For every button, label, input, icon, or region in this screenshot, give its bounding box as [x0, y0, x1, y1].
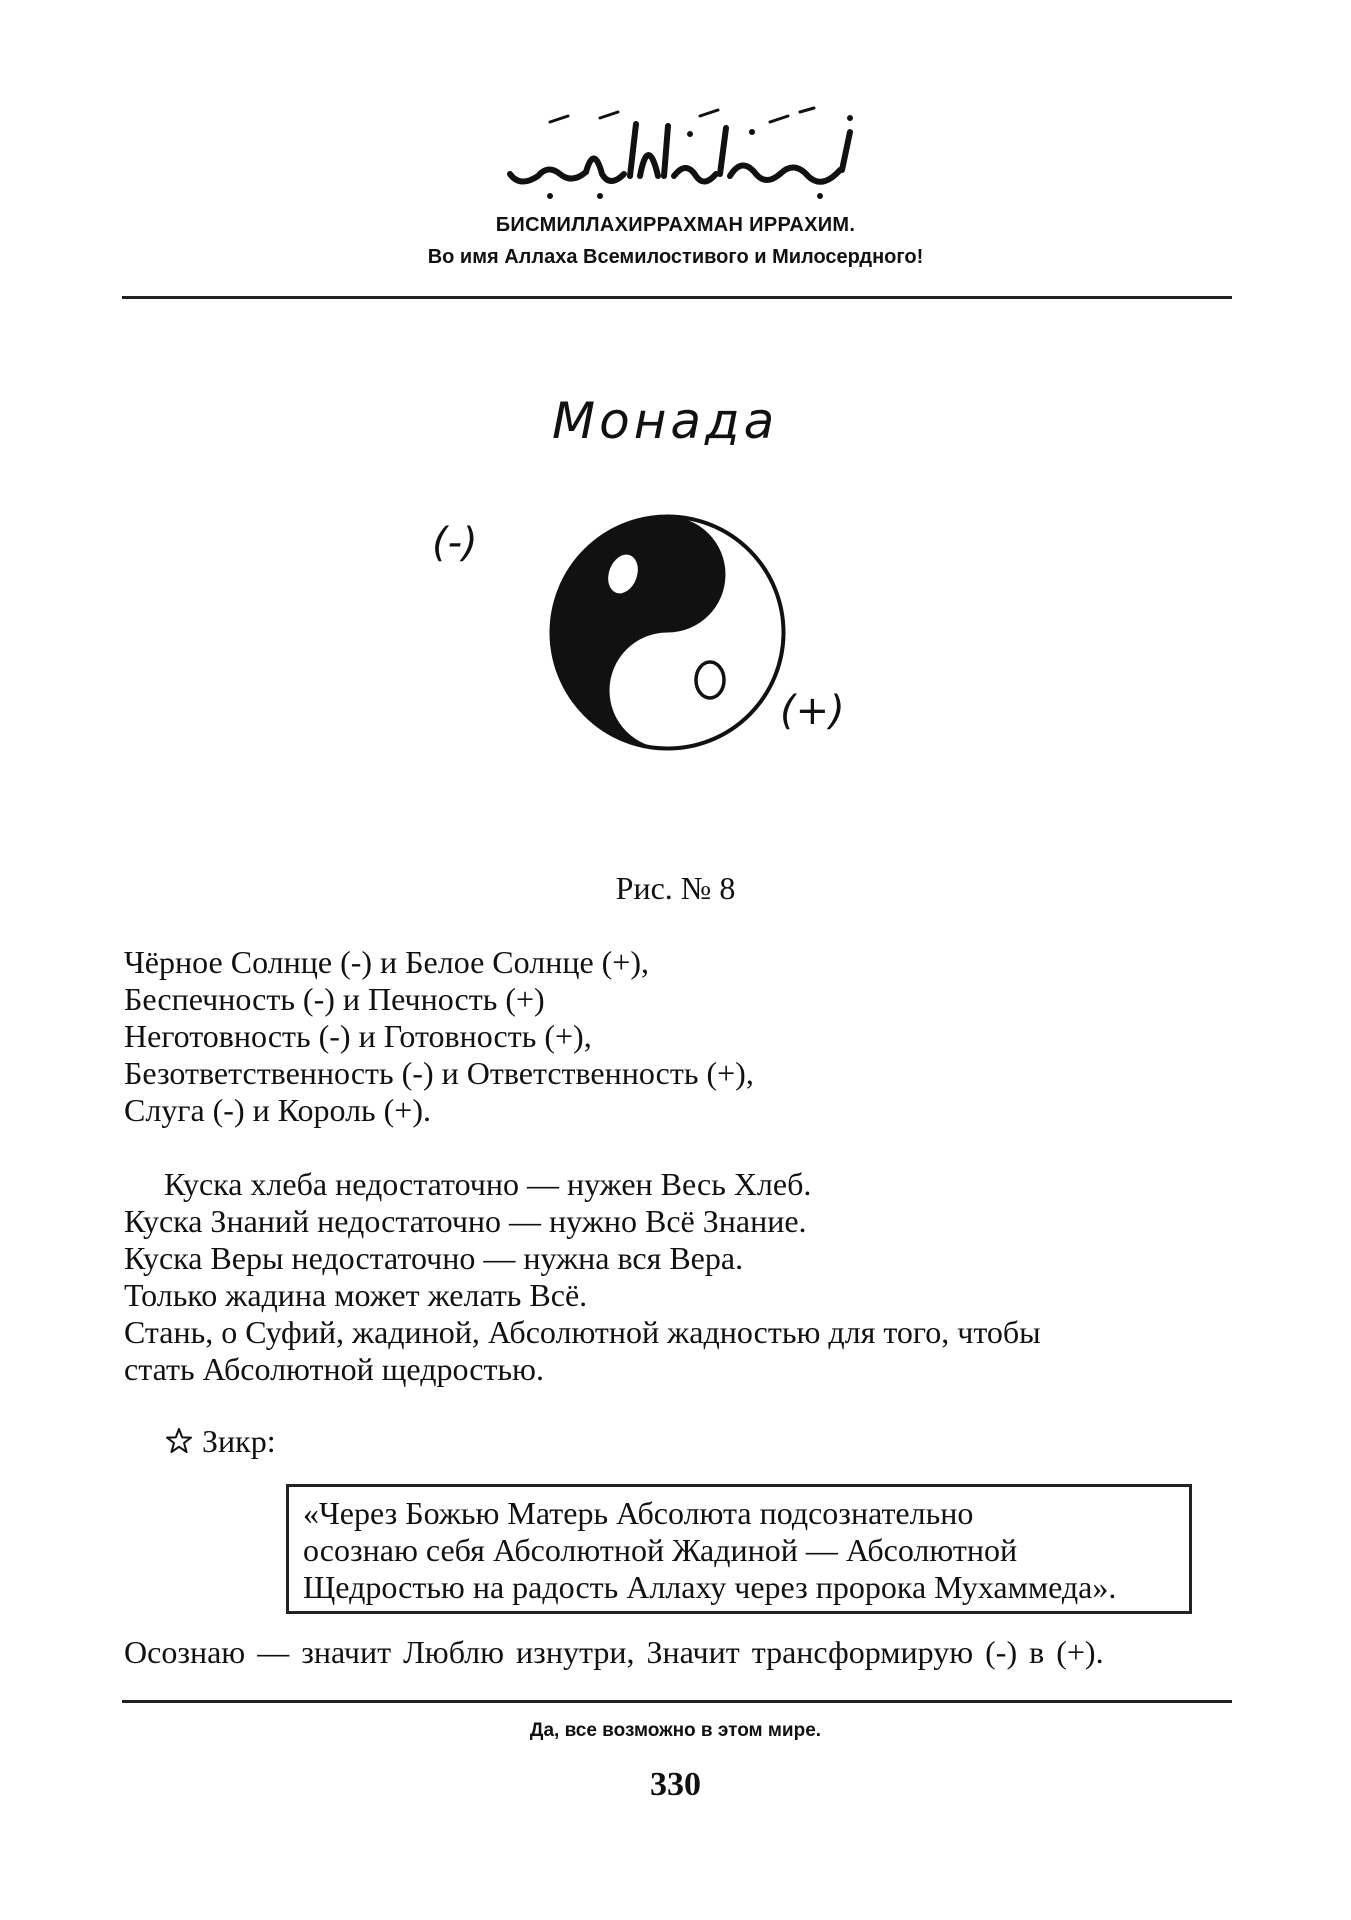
- bread-paragraph: [124, 1166, 1234, 1388]
- footer-divider: [122, 1700, 1232, 1703]
- plus-label: (+): [780, 688, 845, 734]
- paragraph-line: Куска Веры недостаточно — нужна вся Вера.: [124, 1240, 744, 1276]
- header-divider: [122, 296, 1232, 299]
- minus-label: (-): [432, 520, 478, 566]
- paragraph-line: Только жадина может желать Всё.: [124, 1277, 588, 1313]
- pairs-paragraph: [124, 944, 1234, 1129]
- header-transliteration: БИСМИЛЛАХИРРАХМАН ИРРАХИМ.: [495, 214, 856, 236]
- zikr-quote-line: Щедростью на радость Аллаху через пророка Мухаммеда».: [303, 1569, 1117, 1605]
- zikr-quote-box: [286, 1484, 1192, 1614]
- paragraph-line: стать Абсолютной щедростью.: [124, 1351, 544, 1387]
- paragraph-line: Стань, о Суфий, жадиной, Абсолютной жадностью для того, чтобы: [124, 1314, 1041, 1350]
- footer-tagline: Да, все возможно в этом мире.: [529, 1720, 822, 1741]
- zikr-heading: [166, 1423, 276, 1460]
- paragraph-line: Куска хлеба недостаточно — нужен Весь Хлеб.: [164, 1166, 812, 1202]
- pair-line: Чёрное Солнце (-) и Белое Солнце (+),: [124, 944, 649, 980]
- pair-line: Беспечность (-) и Печность (+): [124, 981, 545, 1017]
- yin-yang-icon: [545, 510, 790, 755]
- bismillah-calligraphy: [490, 104, 870, 204]
- header-translation: Во имя Аллаха Всемилостивого и Милосердного!: [427, 246, 924, 268]
- pair-line: Безответственность (-) и Ответственность (+),: [124, 1055, 754, 1091]
- pair-line: Неготовность (-) и Готовность (+),: [124, 1018, 592, 1054]
- figure-title: Монада: [552, 392, 779, 450]
- paragraph-line: Куска Знаний недостаточно — нужно Всё Знание.: [124, 1203, 807, 1239]
- figure-caption: Рис. № 8: [615, 870, 736, 906]
- zikr-label: Зикр:: [202, 1423, 276, 1459]
- conclusion-text: Осознаю — значит Люблю изнутри, Значит трансформирую (-) в (+).: [124, 1634, 1104, 1670]
- pair-line: Слуга (-) и Король (+).: [124, 1092, 431, 1128]
- page-number: 330: [650, 1766, 701, 1803]
- zikr-quote-line: осознаю себя Абсолютной Жадиной — Абсолютной: [303, 1532, 1018, 1568]
- zikr-quote-line: «Через Божью Матерь Абсолюта подсознательно: [303, 1495, 974, 1531]
- outline-star-icon: [166, 1428, 192, 1454]
